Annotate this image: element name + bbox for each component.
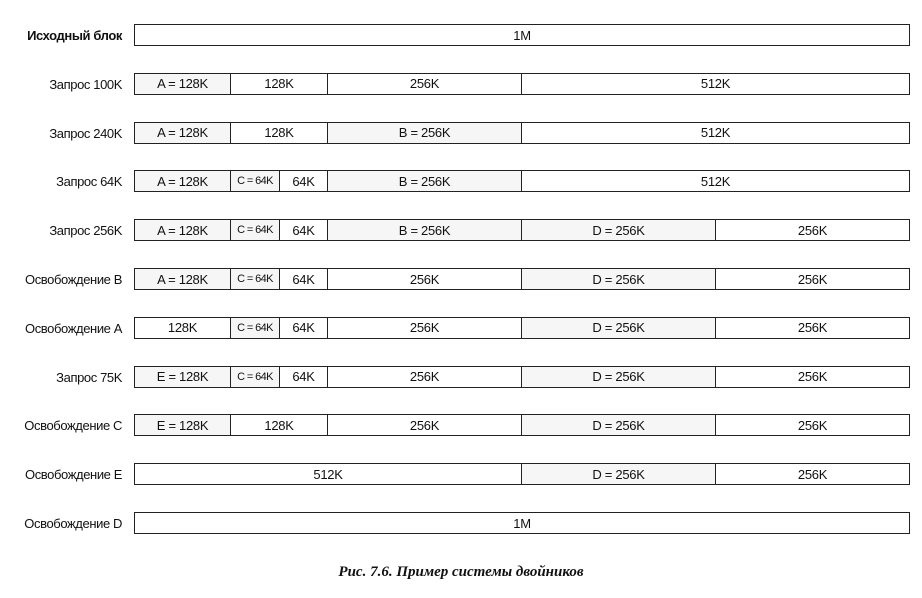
row-label: Исходный блок: [27, 28, 122, 43]
free-block: 64K: [280, 268, 328, 290]
free-block: 256K: [328, 317, 522, 339]
free-block: 512K: [522, 122, 910, 144]
allocated-block: A = 128K: [134, 219, 231, 241]
row-label: Запрос 240K: [49, 125, 122, 141]
allocated-block: C = 64K: [231, 268, 280, 290]
memory-track: [134, 366, 910, 388]
memory-row: [0, 219, 922, 245]
allocated-block: B = 256K: [328, 170, 522, 192]
free-block: 128K: [231, 122, 328, 144]
free-block: 64K: [280, 317, 328, 339]
free-block: 512K: [134, 463, 522, 485]
free-block: 256K: [328, 366, 522, 388]
row-label: Освобождение B: [25, 272, 122, 287]
allocated-block: B = 256K: [328, 122, 522, 144]
free-block: 256K: [716, 317, 910, 339]
memory-row: [0, 463, 922, 489]
memory-row: [0, 268, 922, 294]
memory-row: [0, 122, 922, 148]
memory-row: [0, 512, 922, 538]
free-block: 128K: [134, 317, 231, 339]
free-block: 64K: [280, 170, 328, 192]
memory-track: [134, 24, 910, 46]
memory-track: [134, 414, 910, 436]
free-block: 128K: [231, 414, 328, 436]
row-label: Запрос 75K: [56, 369, 122, 385]
free-block: 64K: [280, 219, 328, 241]
allocated-block: A = 128K: [134, 268, 231, 290]
memory-track: [134, 73, 910, 95]
allocated-block: C = 64K: [231, 317, 280, 339]
allocated-block: D = 256K: [522, 268, 716, 290]
memory-track: [134, 512, 910, 534]
memory-row: [0, 24, 922, 50]
memory-track: [134, 122, 910, 144]
free-block: 1M: [134, 24, 910, 46]
row-label: Запрос 256K: [49, 223, 122, 239]
allocated-block: D = 256K: [522, 317, 716, 339]
row-label: Освобождение C: [24, 418, 122, 434]
free-block: 256K: [328, 268, 522, 290]
free-block: 256K: [716, 219, 910, 241]
memory-row: [0, 366, 922, 392]
memory-track: [134, 268, 910, 290]
free-block: 256K: [716, 366, 910, 388]
allocated-block: E = 128K: [134, 414, 231, 436]
free-block: 512K: [522, 73, 910, 95]
memory-track: [134, 170, 910, 192]
row-label: Освобождение D: [24, 516, 122, 531]
row-label: Освобождение E: [25, 467, 122, 483]
allocated-block: D = 256K: [522, 219, 716, 241]
allocated-block: D = 256K: [522, 414, 716, 436]
memory-track: [134, 317, 910, 339]
allocated-block: E = 128K: [134, 366, 231, 388]
allocated-block: A = 128K: [134, 170, 231, 192]
free-block: 256K: [328, 73, 522, 95]
memory-row: [0, 317, 922, 343]
memory-track: [134, 219, 910, 241]
memory-row: [0, 170, 922, 196]
allocated-block: C = 64K: [231, 219, 280, 241]
allocated-block: A = 128K: [134, 122, 231, 144]
free-block: 64K: [280, 366, 328, 388]
free-block: 256K: [716, 268, 910, 290]
allocated-block: D = 256K: [522, 463, 716, 485]
memory-row: [0, 414, 922, 440]
row-label: Запрос 64K: [56, 174, 122, 190]
row-label: Запрос 100K: [49, 76, 122, 92]
memory-track: [134, 463, 910, 485]
free-block: 512K: [522, 170, 910, 192]
allocated-block: B = 256K: [328, 219, 522, 241]
allocated-block: A = 128K: [134, 73, 231, 95]
free-block: 256K: [716, 414, 910, 436]
allocated-block: C = 64K: [231, 170, 280, 192]
memory-row: [0, 73, 922, 99]
allocated-block: C = 64K: [231, 366, 280, 388]
row-label: Освобождение A: [25, 320, 122, 336]
allocated-block: D = 256K: [522, 366, 716, 388]
free-block: 256K: [328, 414, 522, 436]
figure-caption: Рис. 7.6. Пример системы двойников: [338, 564, 584, 580]
free-block: 256K: [716, 463, 910, 485]
free-block: 128K: [231, 73, 328, 95]
free-block: 1M: [134, 512, 910, 534]
